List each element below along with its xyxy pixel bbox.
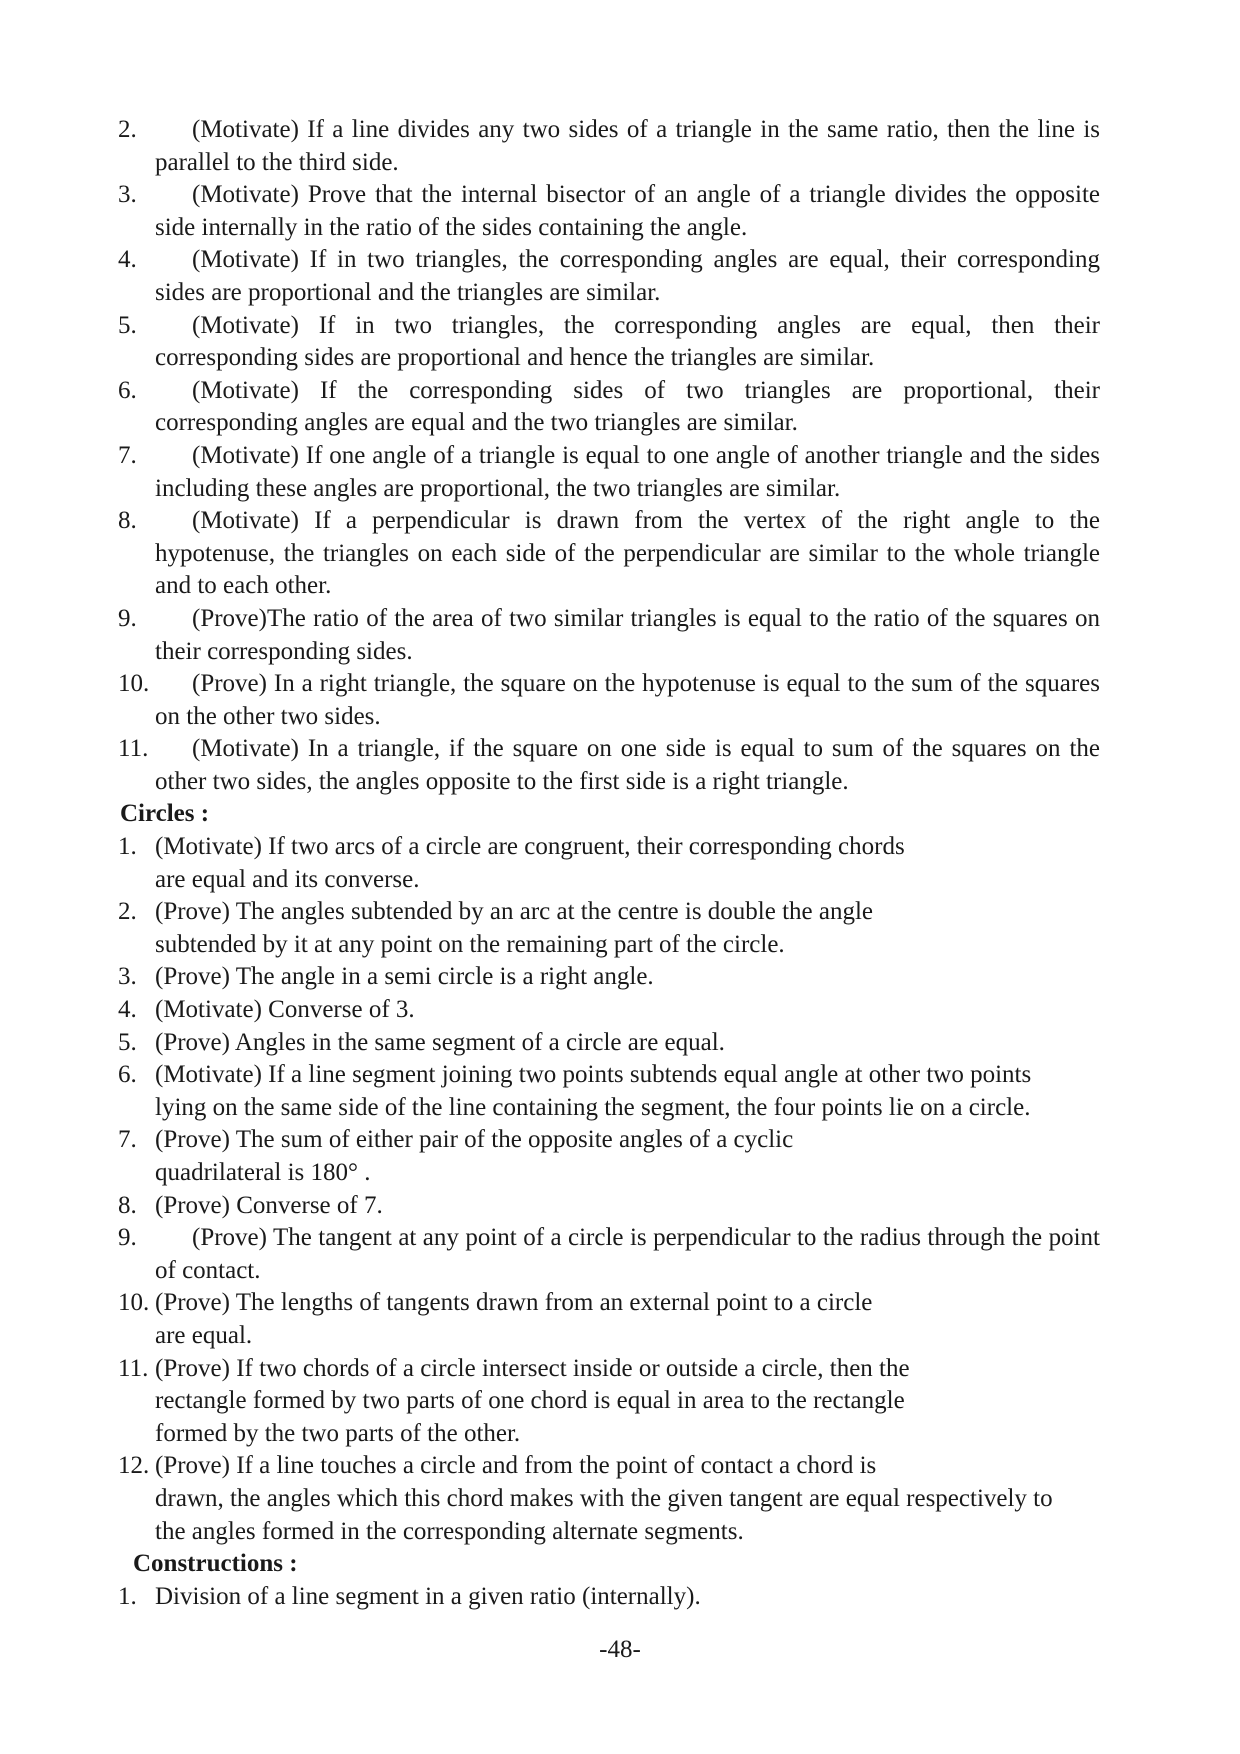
item-text: Division of a line segment in a given ratio (internally). [155, 1582, 701, 1610]
list-item [118, 1222, 1100, 1287]
list-item [118, 1027, 1100, 1060]
item-number: 9. [118, 1224, 137, 1252]
list-item [118, 896, 1100, 961]
item-number: 10. [118, 670, 150, 698]
item-number: 2. [118, 116, 137, 143]
item-number: 1. [118, 1582, 137, 1610]
syllabus-text [118, 114, 1100, 1613]
list-item [118, 1059, 1100, 1124]
circles-heading: Circles : [120, 800, 210, 828]
item-text: (Prove) The tangent at any point of a circle is perpendicular to the radius through the point of contact. [155, 1224, 1100, 1284]
item-text: (Motivate) If the corresponding sides of two triangles are proportional, their corresponding angles are equal and the two triangles are similar. [155, 376, 1100, 437]
list-item [118, 179, 1100, 244]
item-text: (Motivate) In a triangle, if the square on one side is equal to sum of the squares on the other two sides, the angles opposite to the first side is a right triangle. [155, 735, 1100, 795]
item-text-line: the angles formed in the corresponding alternate segments. [155, 1517, 744, 1545]
item-number: 6. [118, 1061, 137, 1089]
item-text-line: (Motivate) Converse of 3. [155, 996, 415, 1024]
item-number: 3. [118, 181, 137, 209]
item-number: 4. [118, 246, 137, 274]
item-number: 8. [118, 1191, 137, 1219]
item-text: (Motivate) If a perpendicular is drawn from the vertex of the right angle to the hypotenuse, the triangles on each side of the perpendicular are similar to the whole triangle and to each other. [155, 507, 1100, 600]
item-text-line: are equal and its converse. [155, 865, 420, 893]
item-text: (Motivate) Prove that the internal bisector of an angle of a triangle divides the opposite side internally in the ratio of the sides containing the angle. [155, 181, 1100, 241]
item-text: (Motivate) If one angle of a triangle is equal to one angle of another triangle and the sides including these angles are proportional, the two triangles are similar. [155, 441, 1100, 502]
page-number: -48- [599, 1636, 641, 1663]
item-number: 4. [118, 996, 137, 1024]
list-item [118, 375, 1100, 440]
item-number: 8. [118, 507, 137, 535]
item-text-line: (Prove) The angles subtended by an arc at the centre is double the angle [155, 898, 874, 926]
item-text: (Prove)The ratio of the area of two similar triangles is equal to the ratio of the squares on their corresponding sides. [155, 604, 1100, 665]
item-number: 11. [118, 1354, 149, 1382]
item-number: 5. [118, 1028, 137, 1056]
item-text-line: quadrilateral is 180° . [155, 1159, 371, 1186]
item-text-line: subtended by it at any point on the remaining part of the circle. [155, 930, 785, 958]
item-number: 11. [118, 735, 149, 763]
list-item [118, 1124, 1100, 1189]
list-item [118, 440, 1100, 505]
theorem-list [118, 114, 1100, 798]
list-item [118, 310, 1100, 375]
list-item [118, 1190, 1100, 1223]
list-item [118, 831, 1100, 896]
item-text: (Prove) In a right triangle, the square on the hypotenuse is equal to the sum of the squares on the other two sides. [155, 670, 1100, 730]
item-number: 2. [118, 898, 137, 926]
circles-list-continued [118, 1287, 1100, 1548]
list-item [118, 603, 1100, 668]
item-text: (Motivate) If a line divides any two sides of a triangle in the same ratio, then the line is parallel to the third side. [155, 116, 1100, 176]
item-number: 5. [118, 311, 137, 339]
list-item [118, 114, 1100, 179]
list-item [118, 505, 1100, 603]
item-text: (Motivate) If in two triangles, the corresponding angles are equal, then their corresponding sides are proportional and hence the triangles are similar. [155, 311, 1100, 372]
item-text-line: (Prove) The lengths of tangents drawn from an external point to a circle [155, 1289, 873, 1317]
item-text-line: (Motivate) If two arcs of a circle are congruent, their corresponding chords [155, 833, 905, 861]
item-text-line: (Prove) Angles in the same segment of a circle are equal. [155, 1028, 725, 1056]
item-number: 3. [118, 963, 137, 991]
list-item [118, 1581, 1100, 1614]
item-text-line: drawn, the angles which this chord makes with the given tangent are equal respectively to [155, 1484, 1053, 1512]
item-text-line: (Prove) Converse of 7. [155, 1191, 383, 1219]
item-number: 10. [118, 1289, 150, 1317]
item-text-line: lying on the same side of the line containing the segment, the four points lie on a circle. [155, 1093, 1031, 1121]
list-item [118, 244, 1100, 309]
item-number: 1. [118, 833, 137, 861]
item-number: 6. [118, 376, 137, 404]
item-text-line: (Motivate) If a line segment joining two points subtends equal angle at other two points [155, 1061, 1032, 1089]
item-text-line: (Prove) The angle in a semi circle is a right angle. [155, 963, 654, 991]
list-item [118, 668, 1100, 733]
constructions-list [118, 1581, 1100, 1614]
item-text-line: (Prove) If a line touches a circle and from the point of contact a chord is [155, 1452, 877, 1480]
item-text: (Motivate) If in two triangles, the corresponding angles are equal, their corresponding sides are proportional and the triangles are similar. [155, 246, 1100, 306]
item-number: 9. [118, 604, 137, 632]
list-item [118, 733, 1100, 798]
item-number: 7. [118, 441, 137, 469]
item-text-line: are equal. [155, 1321, 253, 1349]
item-text-line: formed by the two parts of the other. [155, 1419, 521, 1447]
circles-list [118, 831, 1100, 1222]
item-number: 12. [118, 1452, 150, 1480]
list-item [118, 1450, 1100, 1548]
constructions-heading: Constructions : [133, 1550, 298, 1578]
list-item [118, 961, 1100, 994]
item-text-line: (Prove) If two chords of a circle intersect inside or outside a circle, then the [155, 1354, 910, 1382]
item-text-line: rectangle formed by two parts of one chord is equal in area to the rectangle [155, 1387, 905, 1415]
list-item [118, 1287, 1100, 1352]
item-number: 7. [118, 1126, 137, 1154]
item-text-line: (Prove) The sum of either pair of the opposite angles of a cyclic [155, 1126, 794, 1154]
list-item [118, 1353, 1100, 1451]
list-item [118, 994, 1100, 1027]
